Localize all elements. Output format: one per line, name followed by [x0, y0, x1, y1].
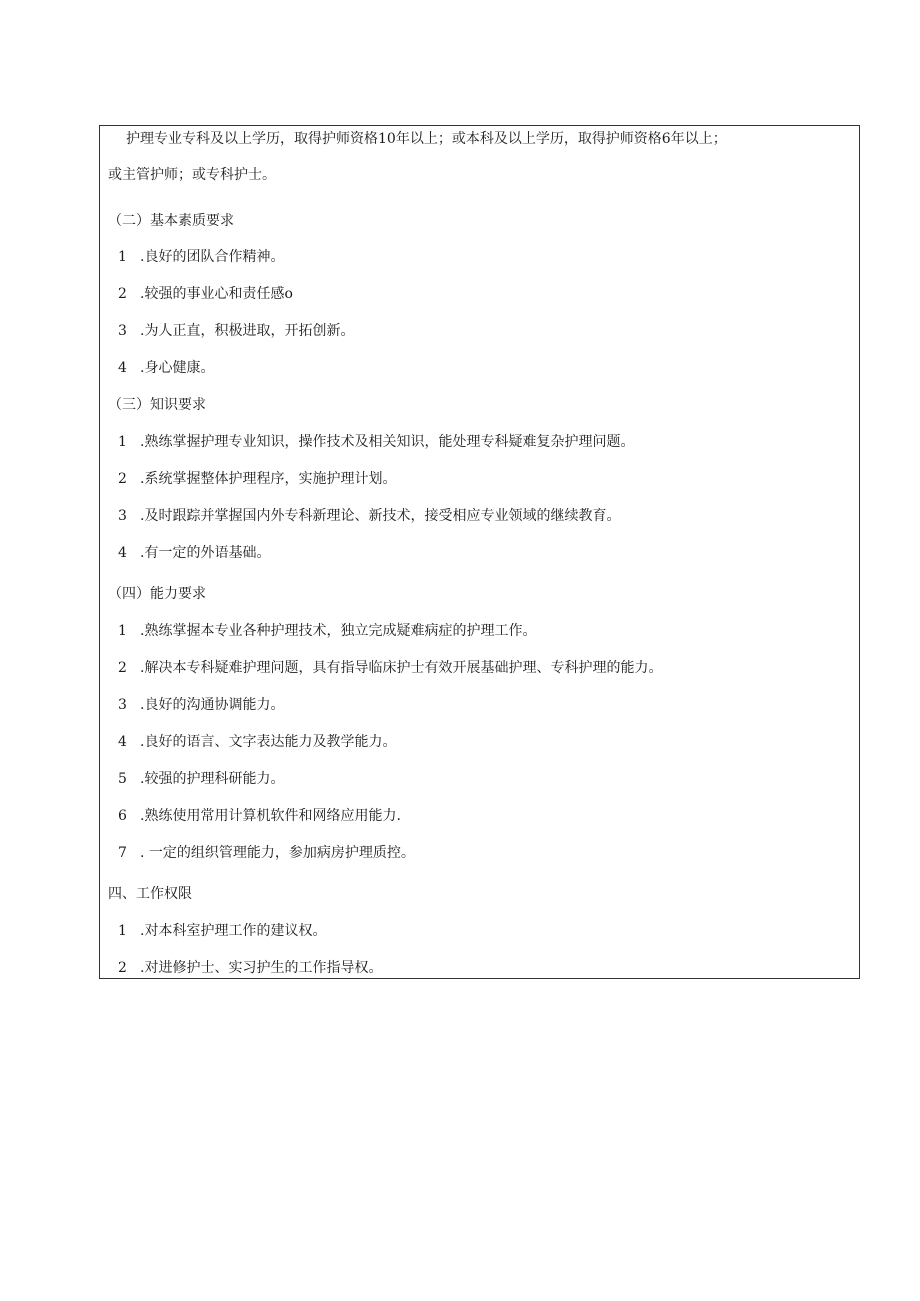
item-number: 1 — [118, 434, 127, 450]
list-item — [118, 733, 396, 751]
list-item — [118, 922, 326, 940]
list-item — [118, 807, 401, 825]
item-text: .系统掌握整体护理程序，实施护理计划。 — [140, 471, 397, 487]
document-box — [99, 125, 860, 979]
item-text: .身心健康。 — [140, 360, 215, 376]
section-heading-ability: （四）能力要求 — [108, 586, 206, 602]
qualification-paragraph-line-2: 或主管护师；或专科护士。 — [108, 167, 276, 183]
item-text: .对本科室护理工作的建议权。 — [140, 923, 327, 939]
item-text: .良好的语言、文字表达能力及教学能力。 — [140, 734, 397, 750]
list-item — [118, 470, 396, 488]
list-item — [118, 659, 662, 677]
list-item — [118, 622, 536, 640]
list-item — [118, 433, 634, 451]
list-item — [118, 696, 284, 714]
list-item — [118, 359, 214, 377]
list-item — [118, 770, 284, 788]
item-number: 4 — [118, 360, 127, 376]
item-number: 1 — [118, 249, 127, 265]
item-text: .良好的团队合作精神。 — [140, 249, 285, 265]
item-number: 2 — [118, 660, 127, 676]
item-number: 2 — [118, 960, 127, 976]
item-number: 6 — [118, 808, 127, 824]
item-text: .为人正直，积极进取，开拓创新。 — [140, 323, 355, 339]
qualification-paragraph-line-1: 护理专业专科及以上学历，取得护师资格10年以上；或本科及以上学历，取得护师资格6年以上； — [126, 131, 727, 147]
item-number: 4 — [118, 734, 127, 750]
item-number: 3 — [118, 323, 127, 339]
list-item — [118, 248, 284, 266]
item-number: 2 — [118, 286, 127, 302]
item-text: .有一定的外语基础。 — [140, 545, 271, 561]
item-number: 3 — [118, 508, 127, 524]
item-text: .良好的沟通协调能力。 — [140, 697, 285, 713]
item-number: 7 — [118, 845, 127, 861]
item-number: 2 — [118, 471, 127, 487]
list-item — [118, 507, 620, 525]
item-number: 4 — [118, 545, 127, 561]
item-text: .熟练掌握护理专业知识，操作技术及相关知识，能处理专科疑难复杂护理问题。 — [140, 434, 635, 450]
section-heading-authority: 四、工作权限 — [108, 886, 192, 902]
item-number: 3 — [118, 697, 127, 713]
item-number: 1 — [118, 623, 127, 639]
item-text: .较强的事业心和责任感o — [140, 286, 293, 302]
item-text: . 一定的组织管理能力，参加病房护理质控。 — [140, 845, 415, 861]
section-heading-knowledge: （三）知识要求 — [108, 397, 206, 413]
item-text: .解决本专科疑难护理问题，具有指导临床护士有效开展基础护理、专科护理的能力。 — [140, 660, 663, 676]
list-item — [118, 322, 354, 340]
list-item — [118, 844, 415, 862]
section-heading-basic-quality: （二）基本素质要求 — [108, 213, 234, 229]
item-text: .及时跟踪并掌握国内外专科新理论、新技术，接受相应专业领域的继续教育。 — [140, 508, 621, 524]
item-text: .对进修护士、实习护生的工作指导权。 — [140, 960, 383, 976]
item-text: .较强的护理科研能力。 — [140, 771, 285, 787]
item-text: .熟练使用常用计算机软件和网络应用能力. — [140, 808, 401, 824]
item-number: 1 — [118, 923, 127, 939]
item-text: .熟练掌握本专业各种护理技术，独立完成疑难病症的护理工作。 — [140, 623, 537, 639]
list-item — [118, 544, 270, 562]
item-number: 5 — [118, 771, 127, 787]
list-item — [118, 959, 382, 977]
list-item — [118, 285, 293, 303]
